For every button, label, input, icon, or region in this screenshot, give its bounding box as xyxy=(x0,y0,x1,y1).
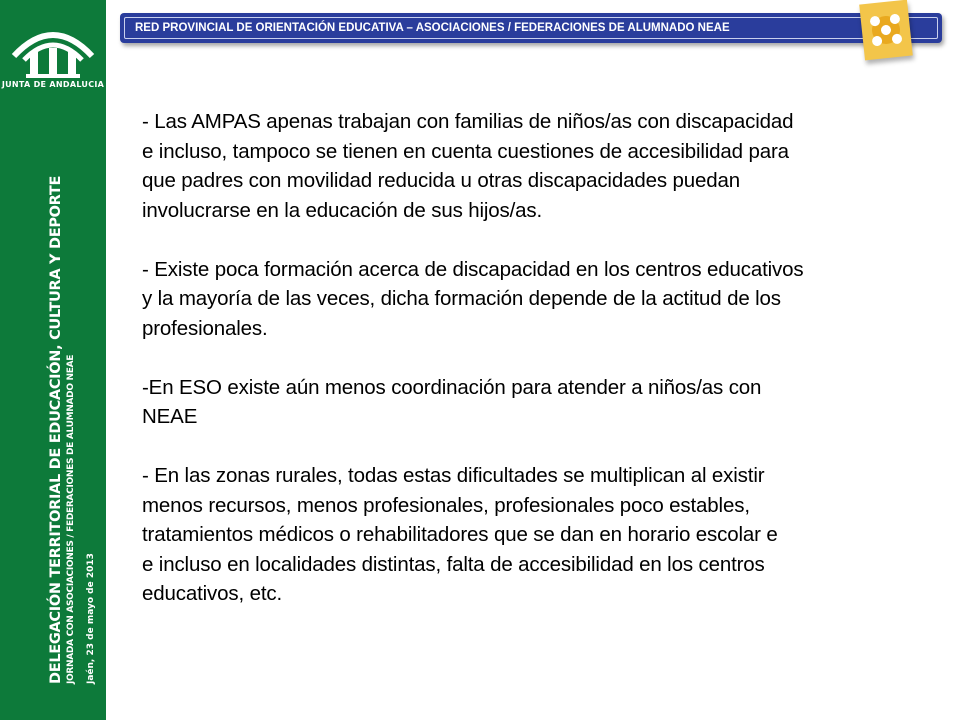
andalucia-emblem-icon xyxy=(0,18,106,82)
vertical-date: Jaén, 23 de mayo de 2013 xyxy=(86,553,96,684)
header-banner xyxy=(120,13,942,43)
vertical-subtitle: JORNADA CON ASOCIACIONES / FEDERACIONES DE ALUMNADO NEAE xyxy=(66,354,76,684)
network-hands-icon xyxy=(859,0,913,60)
sidebar xyxy=(0,0,106,720)
banner-text: RED PROVINCIAL DE ORIENTACIÓN EDUCATIVA – ASOCIACIONES / FEDERACIONES DE ALUMNADO NEAE xyxy=(124,17,938,39)
vertical-title: DELEGACIÓN TERRITORIAL DE EDUCACIÓN, CULTURA Y DEPORTE xyxy=(48,175,64,684)
logo-text: JUNTA DE ANDALUCIA xyxy=(1,80,105,89)
paragraph-ampas: - Las AMPAS apenas trabajan con familias de niños/as con discapacidad e incluso, tampoco se tienen en cuenta cuestiones de accesibilidad para que padres con movilidad reducida u otras discapacidades puedan involucrarse en la educación de sus hijos/as. xyxy=(142,110,794,222)
paragraph-formacion: - Existe poca formación acerca de discapacidad en los centros educativos y la mayoría de las veces, dicha formación depende de la actitud de los profesionales. xyxy=(142,257,804,340)
junta-andalucia-logo xyxy=(0,18,106,104)
slide-body xyxy=(142,107,942,638)
paragraph-zonas-rurales: - En las zonas rurales, todas estas dificultades se multiplican al existir menos recursos, menos profesionales, profesionales poco estables, tratamientos médicos o rehabilitadores que se dan en horario escolar e e incluso en localidades distintas, falta de accesibilidad en los centros educativos, etc. xyxy=(142,464,778,605)
paragraph-eso: -En ESO existe aún menos coordinación para atender a niños/as con NEAE xyxy=(142,375,762,428)
